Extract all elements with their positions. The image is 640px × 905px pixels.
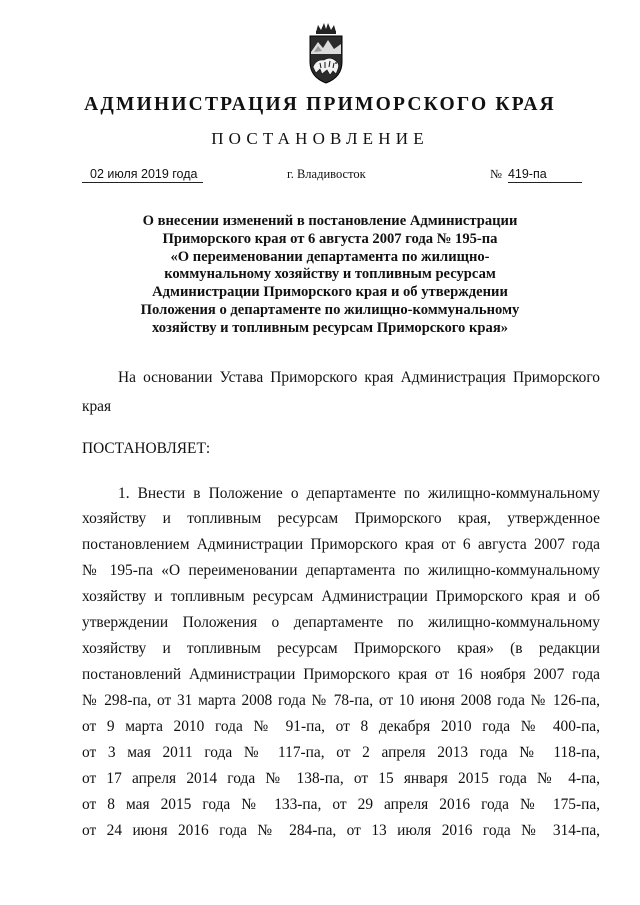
item-line: постановлением Администрации Приморского края от 6 августа 2007 года <box>82 536 600 553</box>
number-value: 419-па <box>508 166 582 183</box>
item-line: от 17 апреля 2014 года № 138-па, от 15 января 2015 года № 4-па, <box>82 770 600 787</box>
item-line: от 24 июня 2016 года № 284-па, от 13 июля 2016 года № 314-па, <box>82 822 600 839</box>
preamble-line: края <box>82 398 112 415</box>
heading-line: «О переименовании департамента по жилищно- <box>170 248 490 265</box>
document-date: 02 июля 2019 года <box>82 166 203 183</box>
organization-title: АДМИНИСТРАЦИЯ ПРИМОРСКОГО КРАЯ <box>84 94 556 115</box>
number-sign: № <box>490 167 502 181</box>
heading-line: Администрации Приморского края и об утверждении <box>152 284 508 301</box>
heading-line: О внесении изменений в постановление Администрации <box>142 213 518 229</box>
item-line: от 9 марта 2010 года № 91-па, от 8 декабря 2010 года № 400-па, <box>82 718 600 735</box>
item-line: постановлений Администрации Приморского края от 16 ноября 2007 года <box>82 666 600 683</box>
item-line: № 298-па, от 31 марта 2008 года № 78-па, от 10 июня 2008 года № 126-па, <box>82 692 600 709</box>
document-city: г. Владивосток <box>287 167 366 181</box>
preamble-line: На основании Устава Приморского края Администрация Приморского <box>118 369 600 386</box>
item-line: хозяйству и топливным ресурсам Приморского края, утвержденное <box>82 510 600 527</box>
document-type: ПОСТАНОВЛЕНИЕ <box>211 129 429 148</box>
resolves-word: ПОСТАНОВЛЯЕТ: <box>82 440 211 457</box>
heading-line: Приморского края от 6 августа 2007 года № 195-па <box>162 230 498 247</box>
item-line: № 195-па «О переименовании департамента по жилищно-коммунальному <box>82 562 600 579</box>
item-line: от 8 мая 2015 года № 133-па, от 29 апреля 2016 года № 175-па, <box>82 796 600 813</box>
document-number <box>490 166 582 183</box>
item-line: утверждении Положения о департаменте по жилищно-коммунальному <box>82 614 600 631</box>
coat-of-arms-icon <box>306 22 346 84</box>
item-line: хозяйству и топливным ресурсам Приморского края» (в редакции <box>82 640 600 657</box>
heading-line: Положения о департаменте по жилищно-коммунальному <box>140 301 520 318</box>
item-line: от 3 мая 2011 года № 117-па, от 2 апреля 2013 года № 118-па, <box>82 744 600 761</box>
item-line: 1. Внести в Положение о департаменте по жилищно-коммунальному <box>118 485 600 502</box>
heading-line: хозяйству и топливным ресурсам Приморского края» <box>151 319 509 336</box>
heading-line: коммунальному хозяйству и топливным ресурсам <box>164 266 496 283</box>
item-line: хозяйству и топливным ресурсам Администрации Приморского края и об <box>82 588 600 605</box>
document-heading <box>100 213 560 338</box>
